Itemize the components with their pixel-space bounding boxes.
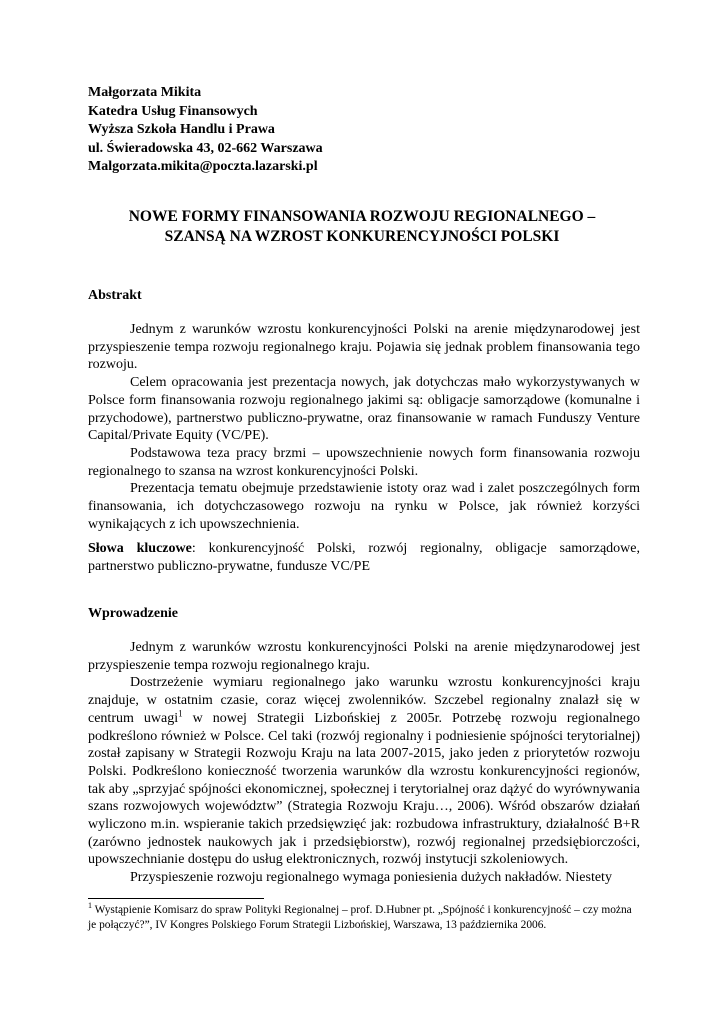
author-name: Małgorzata Mikita [88,85,202,100]
title-line-2: SZANSĄ NA WZROST KONKURENCYJNOŚCI POLSKI [164,227,560,245]
footnote-divider [88,898,264,899]
abstract-paragraph: Podstawowa teza pracy brzmi – upowszechnienie nowych form finansowania rozwoju regionalnego to szansa na wzrost konkurencyjności Polski. [88,445,640,479]
footnote-marker: 1 [178,708,183,719]
abstract-body [88,321,640,533]
author-block [88,84,323,177]
intro-body [88,639,640,887]
author-school: Wyższa Szkoła Handlu i Prawa [88,122,275,138]
abstract-heading: Abstrakt [88,288,142,303]
intro-paragraph: Jednym z warunków wzrostu konkurencyjności Polski na arenie międzynarodowej jest przyspieszenie tempa rozwoju regionalnego kraju. [88,640,640,673]
intro-paragraph: Przyspieszenie rozwoju regionalnego wymaga poniesienia dużych nakładów. Niestety [130,870,612,886]
abstract-paragraph: Celem opracowania jest prezentacja nowych, jak dotychczas mało wykorzystywanych w Polsce form finansowania rozwoju regionalnego jakimi są: obligacje samorządowe (komunalne i przychodowe), partnerstwo publiczno-prywatne, oraz finansowanie w ramach Funduszy Venture Capital/Private Equity (VC/PE). [88,375,640,444]
keywords [88,540,640,575]
author-email: Malgorzata.mikita@poczta.lazarski.pl [88,159,318,175]
footnote-number: 1 [88,901,92,911]
keywords-label: Słowa kluczowe [88,541,192,556]
footnote-text: Wystąpienie Komisarz do spraw Polityki Regionalnej – prof. D.Hubner pt. „Spójność i konkurencyjność – czy można je połączyć?”, IV Kongres Polskiego Forum Strategii Lizbońskiej, Warszawa, 13 października 2006. [88,904,632,932]
abstract-paragraph: Jednym z warunków wzrostu konkurencyjności Polski na arenie międzynarodowej jest przyspieszenie tempa rozwoju regionalnego kraju. Pojawia się jednak problem finansowania tego rozwoju. [88,322,640,373]
intro-paragraph: Dostrzeżenie wymiaru regionalnego jako warunku wzrostu konkurencyjności kraju znajduje, w ostatnim czasie, coraz więcej zwolenników. Szczebel regionalny znalazł się w centrum uwagi$^1$ w nowej Strategii Lizbońskiej z 2005r. Potrzebę rozwoju regionalnego podkreślono również w Polsce. Cel taki (rozwój regionalny i podniesienie spójności terytorialnej) został zapisany w Strategii Rozwoju Kraju na lata 2007-2015, jako jeden z priorytetów rozwoju Polski. Podkreślono konieczność tworzenia warunków dla wzrostu konkurencyjności regionów, tak aby „sprzyjać spójności ekonomicznej, społecznej i terytorialnej oraz dążyć do wyrównywania szans rozwojowych województw” (Strategia Rozwoju Kraju…, 2006). Wśród obszarów działań wyliczono m.in. wspieranie takich przedsięwzięć jak: rozbudowa infrastruktury, działalność B+R (zarówno jednostek naukowych jak i przedsiębiorstw), rozwój regionalnej przedsiębiorczości, upowszechnianie dostępu do usług elektronicznych, rozwój instytucji szkoleniowych. [88,675,641,868]
title-line-1: NOWE FORMY FINANSOWANIA ROZWOJU REGIONALNEGO – [128,208,596,225]
footnote [88,903,640,934]
keywords-text: : konkurencyjność Polski, rozwój regionalny, obligacje samorządowe, partnerstwo publiczno-prywatne, fundusze VC/PE [88,541,640,574]
abstract-paragraph: Prezentacja tematu obejmuje przedstawienie istoty oraz wad i zalet poszczególnych form finansowania, ich dotychczasowego rozwoju na rynku w Polsce, jak również korzyści wynikających z ich upowszechnienia. [88,481,640,532]
author-department: Katedra Usług Finansowych [88,103,258,119]
author-address: ul. Świeradowska 43, 02-662 Warszawa [88,140,323,156]
intro-heading: Wprowadzenie [88,606,178,621]
paper-title [70,207,654,246]
